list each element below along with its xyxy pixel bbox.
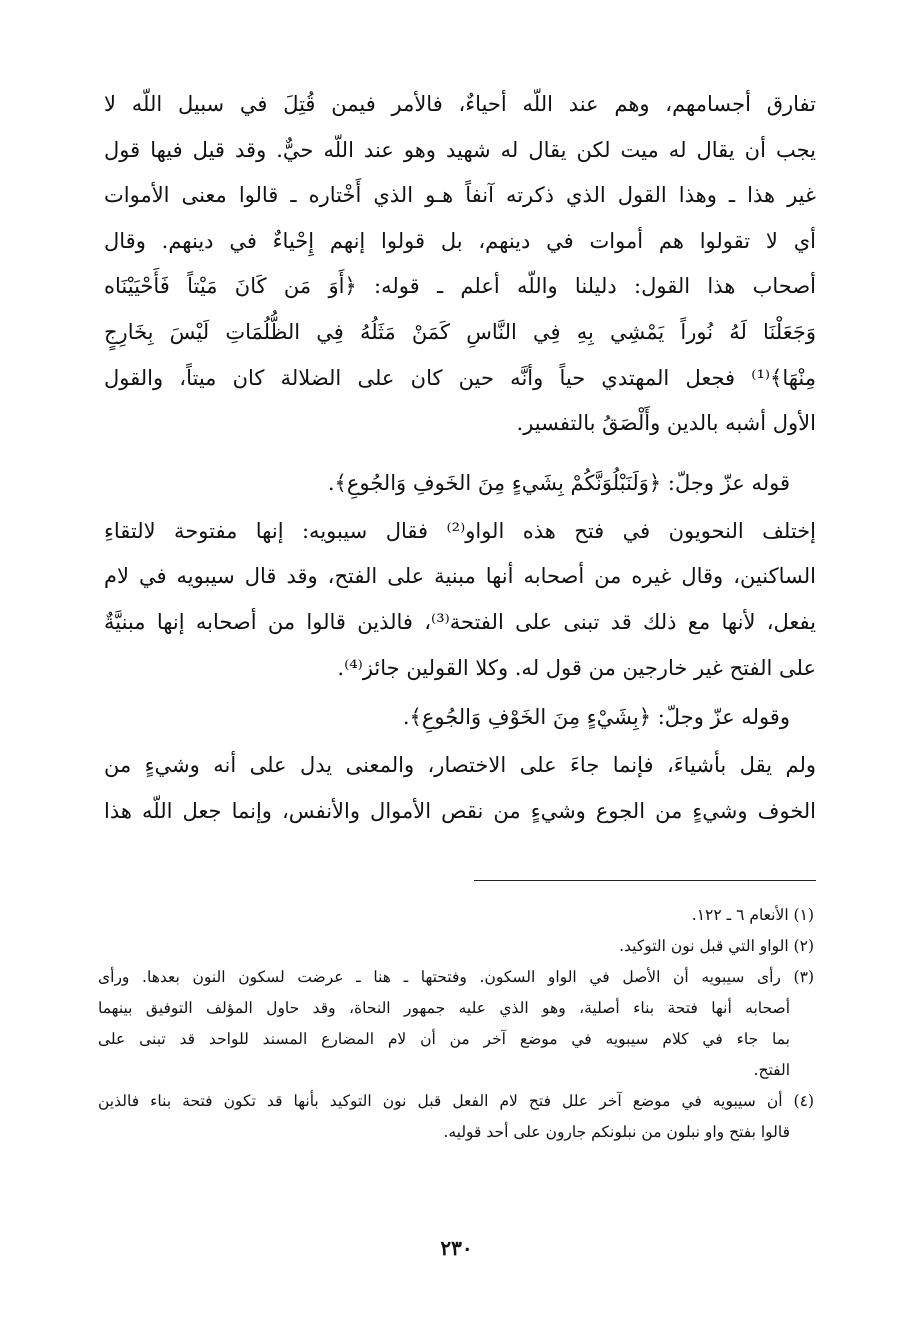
text-line: تفارق أجسامهم، وهم عند اللّه أحياءٌ، فالأمر فيمن قُتِلَ في سبيل اللّه لا xyxy=(104,92,816,116)
paragraph-grammar-waw xyxy=(104,509,816,691)
text-line: الأول أشبه بالدين وأَلْصَقُ بالتفسير. xyxy=(516,411,816,436)
footnote-line: بما جاء في كلام سيبويه في موضع آخر من أن لام المضارع المسند للواحد قد تبنى على xyxy=(98,1030,790,1048)
text-line: وَجَعَلْنَا لَهُ نُوراً يَمْشِي بِهِ فِي النَّاسِ كَمَنْ مَثَلُهُ فِي الظُّلُمَاتِ لَيْسَ بِخَارِجٍ xyxy=(104,319,816,344)
text-line: يفعل، لأنها مع ذلك قد تبنى على الفتحة⁽³⁾، فالذين قالوا من أصحابه إنها مبنيَّةٌ xyxy=(104,609,816,634)
text-line: أي لا تقولوا هم أموات في دينهم، بل قولوا إنهم إِحْياءٌ في دينهم. وقال xyxy=(104,228,816,253)
paragraph-dead-martyrs xyxy=(104,82,816,447)
text-line: الخوف وشيءٍ من الجوع وشيءٍ من نقص الأموال والأنفس، وإنما جعل اللّه هذا xyxy=(104,798,816,823)
text-line: ولم يقل بأشياءَ، فإنما جاءَ على الاختصار، والمعنى يدل على أنه وشيءٍ من xyxy=(104,753,816,778)
footnotes xyxy=(98,900,814,1148)
verse-heading-2: وقوله عزّ وجلّ: ﴿بِشَيْءٍ مِنَ الخَوْفِ وَالجُوعِ﴾. xyxy=(402,705,790,730)
footnote-line: أصحابه أنها فتحة بناء أصلية، وهو الذي عليه جمهور النحاة، وقد حاول المؤلف التوفيق بينهما xyxy=(98,999,790,1017)
text-line: إختلف النحويون في فتح هذه الواو⁽²⁾ فقال سيبويه: إنها مفتوحة لالتقاءِ xyxy=(104,518,816,543)
footnote-line: (٣) رأى سيبويه أن الأصل في الواو السكون. وفتحتها ـ هنا ـ عرضت لسكون النون بعدها. ورأى xyxy=(98,968,814,986)
spacer xyxy=(104,447,816,457)
footnote-line: (٤) أن سيبويه في موضع آخر علل فتح لام الفعل قبل نون التوكيد بأنها قد تكون فتحة بناء فالذين xyxy=(98,1092,814,1110)
text-line: الساكنين، وقال غيره من أصحابه أنها مبنية على الفتح، وقد قال سيبويه في لام xyxy=(104,564,816,589)
text-line: مِنْهَا﴾⁽¹⁾ فجعل المهتدي حياً وأنَّه حين كان على الضلالة كان ميتاً، والقول xyxy=(104,365,816,390)
footnote-4 xyxy=(98,1086,814,1148)
footnote-separator xyxy=(474,880,816,881)
main-text-body xyxy=(104,82,816,834)
text-line: على الفتح غير خارجين من قول له. وكلا القولين جائز⁽⁴⁾. xyxy=(337,655,816,680)
footnote-line: قالوا بفتح واو نبلون من نبلونكم جارون على أحد قوليه. xyxy=(443,1123,790,1141)
text-line: يجب أن يقال له ميت لكن يقال له شهيد وهو عند اللّه حيٌّ. وقد قيل فيها قول xyxy=(104,137,816,162)
verse-heading-1: قوله عزّ وجلّ: ﴿وَلَنَبْلُوَنَّكُمْ بِشَيءٍ مِنَ الخَوفِ وَالجُوعِ﴾. xyxy=(327,470,790,495)
text-line: غير هذا ـ وهذا القول الذي ذكرته آنفاً هـو الذي أَخْتاره ـ قالوا معنى الأموات xyxy=(104,183,816,208)
paragraph-brevity xyxy=(104,743,816,834)
footnote-1: (١) الأنعام ٦ ـ ١٢٢. xyxy=(691,906,814,924)
page-number: ٢٣٠ xyxy=(440,1236,473,1260)
footnote-3 xyxy=(98,962,814,1086)
footnote-line: الفتح. xyxy=(753,1061,790,1079)
footnote-2: (٢) الواو التي قبل نون التوكيد. xyxy=(619,937,814,955)
text-line: أصحاب هذا القول: دليلنا واللّه أعلم ـ قوله: ﴿أَوَ مَن كَانَ مَيْتاً فَأَحْيَيْنَاه xyxy=(104,274,816,299)
